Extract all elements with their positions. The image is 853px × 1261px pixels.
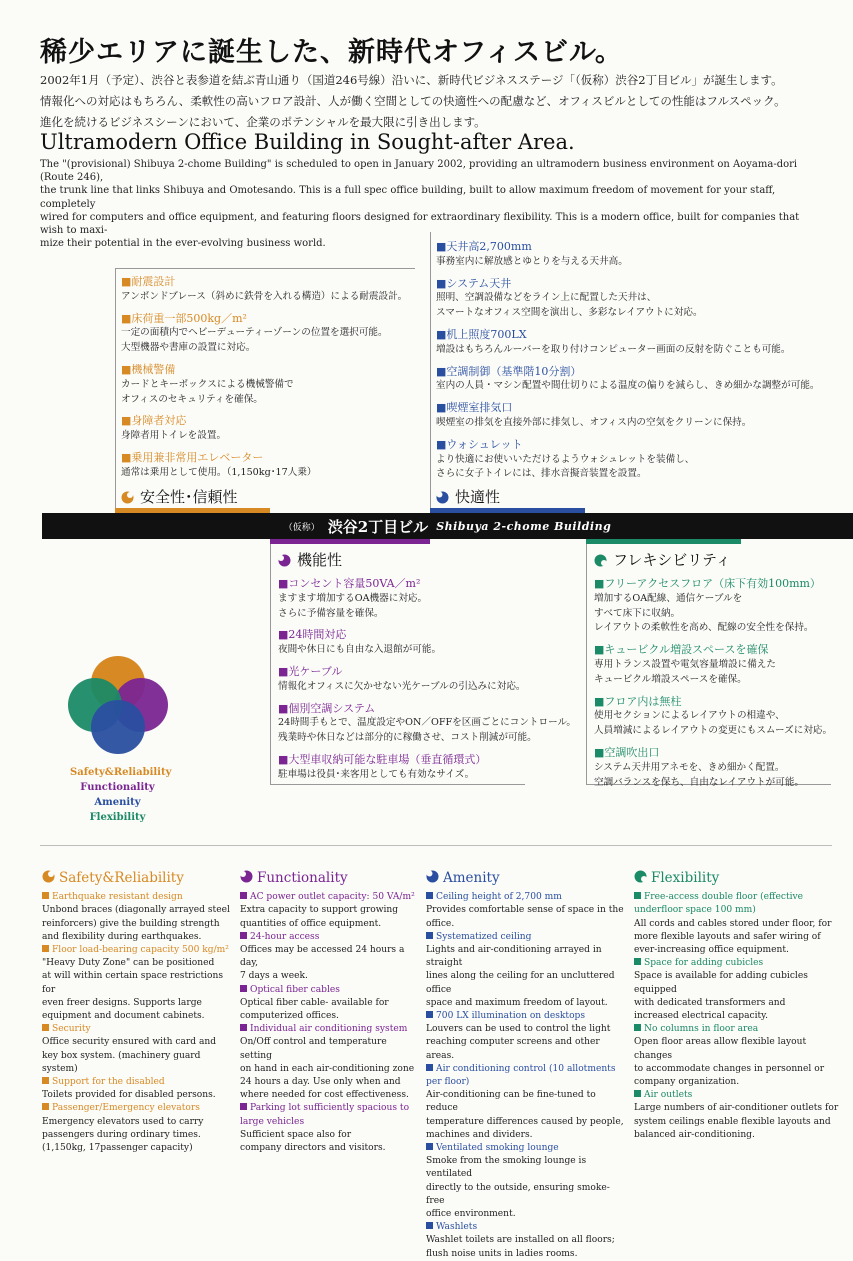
safety-icon [121, 490, 134, 503]
feature-item [121, 312, 421, 356]
feature-title [426, 1063, 626, 1089]
flex-bar [586, 539, 741, 544]
category-icon [240, 870, 253, 886]
feature-title [426, 1142, 626, 1155]
feature-description: キュービクル増設スペースを確保。 [594, 673, 747, 685]
band-name: 渋谷2丁目ビル [327, 517, 429, 536]
feature-title [634, 1023, 844, 1036]
headline-en: Ultramodern Office Building in Sought-after Area. [40, 130, 575, 154]
feature-description: 喫煙室の排気を直接外部に排気し、オフィス内の空気をクリーンに保持。 [436, 416, 752, 428]
intro-jp-line: 2002年1月（予定）、渋谷と表参道を結ぶ青山通り（国道246号線）沿いに、新時代ビジネスステージ「（仮称）渋谷2丁目ビル」が誕生します。 [40, 73, 783, 87]
feature-description: space and maximum freedom of layout. [426, 997, 608, 1008]
feature-description: reinforcers) give the building strength [42, 918, 220, 929]
flex-category [594, 549, 731, 570]
feature-description: key box system. (machinery guard system) [42, 1050, 201, 1074]
function-jp-block [278, 577, 578, 790]
feature-title [240, 984, 420, 997]
intro-en-line: the trunk line that links Shibuya and Omotesando. This is a full spec office building, built to allow maximum freedom of movement for your staff, completely [40, 185, 776, 210]
amenity-en-column [426, 870, 626, 1261]
feature-description: より快適にお使いいただけるようウォシュレットを装備し、 [436, 453, 695, 465]
feature-title-text: 700 LX illumination on desktops [436, 1011, 586, 1022]
bullet-square-icon [240, 985, 247, 992]
feature-title-text: Individual air conditioning system [250, 1024, 408, 1035]
feature-description: 24 hours a day. Use only when and [240, 1077, 401, 1088]
feature-item [594, 643, 849, 687]
feature-description: On/Off control and temperature setting [240, 1037, 387, 1061]
feature-description: オフィスのセキュリティを確保。 [121, 393, 263, 405]
feature-title [426, 891, 626, 904]
feature-title-text: Ceiling height of 2,700 mm [436, 892, 562, 903]
safety-jp-block [121, 275, 421, 488]
feature-description: at will within certain space restrictions for [42, 971, 224, 995]
flex-jp-block [594, 577, 849, 797]
feature-title [42, 891, 237, 904]
divider-line [430, 232, 431, 513]
feature-item [121, 414, 421, 444]
divider-line [270, 539, 271, 784]
feature-title: ■机上照度700LX [436, 327, 527, 341]
feature-description: quantities of office equipment. [240, 918, 382, 929]
column-heading-text: Flexibility [651, 869, 720, 886]
feature-title: ■システム天井 [436, 276, 512, 290]
feature-title [634, 1089, 844, 1102]
feature-title [240, 1102, 420, 1128]
feature-description: Extra capacity to support growing [240, 905, 399, 916]
feature-description: passengers during ordinary times. [42, 1129, 201, 1140]
feature-description: All cords and cables stored under floor, for [634, 918, 832, 929]
intro-en-line: mize their potential in the ever-evolving business world. [40, 238, 326, 250]
feature-description: 情報化オフィスに欠かせない光ケーブルの引込みに対応。 [278, 680, 526, 692]
feature-title-text: Air conditioning control (10 allotments per floor) [426, 1063, 616, 1088]
feature-description: lines along the ceiling for an uncluttered office [426, 971, 615, 995]
feature-description: ますます増加するOA機器に対応。 [278, 592, 428, 604]
feature-item [594, 746, 849, 790]
feature-description: temperature differences caused by people, [426, 1116, 624, 1127]
feature-item [594, 695, 849, 739]
section-divider [40, 845, 832, 846]
feature-description: on hand in each air-conditioning zone [240, 1063, 415, 1074]
feature-description: カードとキーボックスによる機械警備で [121, 378, 294, 390]
feature-title [426, 1221, 626, 1234]
feature-description: 増設はもちろんルーバーを取り付けコンピューター画面の反射を防ぐことも可能。 [436, 343, 791, 355]
feature-title: ■空調吹出口 [594, 745, 660, 759]
feature-description: company directors and visitors. [240, 1143, 386, 1154]
bullet-square-icon [42, 1024, 49, 1031]
feature-description: flush noise units in ladies rooms. [426, 1248, 578, 1259]
feature-description: 一定の面積内でヘビーデューティーゾーンの位置を選択可能。 [121, 327, 388, 339]
feature-description: 事務室内に解放感とゆとりを与える天井高。 [436, 255, 628, 267]
feature-description: Unbond braces (diagonally arrayed steel [42, 905, 230, 916]
feature-description: 専用トランス設置や電気容量増設に備えた [594, 658, 776, 670]
column-heading-text: Amenity [443, 869, 500, 886]
feature-description: Air-conditioning can be fine-tuned to reduce [426, 1090, 596, 1114]
feature-description: Optical fiber cable- available for [240, 997, 389, 1008]
feature-description: Sufficient space also for [240, 1129, 352, 1140]
headline-jp: 稀少エリアに誕生した、新時代オフィスビル。 [40, 37, 623, 68]
feature-title [240, 891, 420, 904]
feature-title [634, 891, 844, 917]
feature-description: 24時間手もとで、温度設定やON／OFFを区画ごとにコントロール。 [278, 717, 576, 729]
feature-title-text: AC power outlet capacity: 50 VA/m² [250, 892, 415, 903]
feature-description: equipment and document cabinets. [42, 1011, 205, 1022]
function-category [278, 549, 342, 570]
circle-amenity [91, 700, 145, 754]
feature-description: 7 days a week. [240, 971, 308, 982]
feature-title [426, 931, 626, 944]
intro-en-line: wired for computers and office equipment, and featuring floors designed for extraordinary flexibility. This is a modern office, built for companies that wish to maxi- [40, 211, 800, 237]
feature-description: レイアウトの柔軟性を高め、配線の安全性を保持。 [594, 622, 814, 634]
feature-description: 空調バランスを保ち、自由なレイアウトが可能。 [594, 776, 805, 788]
feature-description: Lights and air-conditioning arrayed in straight [426, 945, 602, 969]
category-icon [426, 870, 439, 886]
feature-title: ■大型車収納可能な駐車場（垂直循環式） [278, 752, 487, 766]
bullet-square-icon [426, 1011, 433, 1018]
feature-description: Large numbers of air-conditioner outlets for [634, 1103, 839, 1114]
feature-title [42, 1076, 237, 1089]
feature-item [278, 628, 578, 658]
category-icon [42, 870, 55, 886]
feature-item [436, 438, 846, 482]
divider-line [115, 268, 415, 269]
feature-description: even freer designs. Supports large [42, 997, 202, 1008]
building-name-band [42, 513, 853, 539]
feature-description: Office security ensured with card and [42, 1037, 217, 1048]
bullet-square-icon [634, 1024, 641, 1031]
feature-description: company organization. [634, 1077, 740, 1088]
feature-description: すべて床下に収納。 [594, 607, 681, 619]
feature-description: アンボンドブレース（斜めに鉄骨を入れる構造）による耐震設計。 [121, 290, 408, 302]
feature-description: balanced air-conditioning. [634, 1129, 755, 1140]
feature-description: reaching computer screens and other areas. [426, 1037, 600, 1061]
feature-title-text: Free-access double floor (effective underfloor space 100 mm) [634, 892, 804, 916]
feature-description: Emergency elevators used to carry [42, 1116, 204, 1127]
bullet-square-icon [634, 1090, 641, 1097]
feature-description: increased electrical capacity. [634, 1011, 768, 1022]
feature-title-text: Space for adding cubicles [644, 958, 764, 969]
bullet-square-icon [426, 1064, 433, 1071]
bullet-square-icon [42, 1077, 49, 1084]
feature-description: 身障者用トイレを設置。 [121, 430, 227, 442]
bullet-square-icon [426, 932, 433, 939]
feature-description: (1,150kg, 17passenger capacity) [42, 1143, 193, 1154]
column-heading [240, 870, 420, 886]
divider-line [586, 539, 587, 784]
column-heading [42, 870, 237, 886]
function-icon [278, 553, 291, 566]
feature-title [240, 931, 420, 944]
bullet-square-icon [426, 892, 433, 899]
amenity-category [436, 486, 500, 507]
feature-description: さらに予備容量を確保。 [278, 607, 384, 619]
feature-description: Toilets provided for disabled persons. [42, 1090, 216, 1101]
feature-title: ■喫煙室排気口 [436, 401, 513, 415]
bullet-square-icon [426, 1222, 433, 1229]
feature-title: ■天井高2,700mm [436, 240, 532, 253]
legend-safety: Safety&Reliability [70, 767, 172, 778]
function-en-column [240, 870, 420, 1155]
feature-description: 増加するOA配線、通信ケーブルを [594, 592, 743, 604]
flex-en-column [634, 870, 844, 1142]
feature-description: 大型機器や書庫の設置に対応。 [121, 342, 256, 354]
feature-title: ■フリーアクセスフロア（床下有効100mm） [594, 577, 821, 590]
amenity-heading: 快適性 [455, 488, 501, 506]
feature-item [436, 240, 846, 270]
feature-title [240, 1023, 420, 1036]
feature-description: 駐車場は役員･来客用としても有効なサイズ。 [278, 768, 475, 780]
feature-title [634, 957, 844, 970]
feature-description: 残業時や休日などは部分的に稼働させ、コスト削減が可能。 [278, 732, 537, 744]
flex-heading: フレキシビリティ [613, 551, 731, 569]
feature-item [121, 363, 421, 407]
category-icon [634, 870, 647, 886]
feature-item [436, 328, 846, 358]
feature-description: computerized offices. [240, 1011, 339, 1022]
flex-icon [594, 553, 607, 566]
feature-title-text: Support for the disabled [52, 1077, 165, 1088]
feature-title-text: Systematized ceiling [436, 931, 532, 942]
intro-jp-line: 情報化への対応はもちろん、柔軟性の高いフロア設計、人が働く空間としての快適性への配慮など、オフィスビルとしての性能はフルスペック。 [40, 94, 786, 108]
feature-description: 使用セクションによるレイアウトの相違や、 [594, 710, 785, 722]
feature-title-text: Optical fiber cables [250, 984, 340, 995]
feature-item [278, 702, 578, 746]
column-heading-text: Functionality [257, 869, 348, 886]
feature-item [278, 665, 578, 695]
bullet-square-icon [426, 1143, 433, 1150]
feature-item [278, 753, 578, 783]
intro-en-line: The "(provisional) Shibuya 2-chome Building" is scheduled to open in January 2002, providing an ultramodern business environment on Aoyama-dori (Route 246), [40, 159, 798, 184]
bullet-square-icon [42, 1103, 49, 1110]
feature-title: ■機械警備 [121, 362, 176, 376]
feature-title-text: Washlets [436, 1222, 478, 1233]
feature-title-text: Ventilated smoking lounge [436, 1143, 559, 1154]
safety-category [121, 486, 238, 507]
feature-description: directly to the outside, ensuring smoke-free [426, 1182, 610, 1206]
legend [70, 765, 172, 825]
feature-description: さらに女子トイレには、排水音擬音装置を設置。 [436, 468, 647, 480]
feature-item [436, 365, 846, 395]
amenity-jp-block [436, 240, 846, 489]
bullet-square-icon [240, 1024, 247, 1031]
band-prefix: （仮称） [283, 522, 320, 533]
feature-description: system ceilings enable flexible layouts and [634, 1116, 831, 1127]
feature-item [121, 451, 421, 481]
feature-item [594, 577, 849, 636]
feature-description: システム天井用アネモを、きめ細かく配置。 [594, 761, 785, 773]
feature-title: ■床荷重一部500kg／m² [121, 311, 247, 325]
four-circles-logo [66, 655, 170, 755]
feature-title-text: Earthquake resistant design [52, 892, 183, 903]
safety-en-column [42, 870, 237, 1155]
feature-description: where needed for cost effectiveness. [240, 1090, 409, 1101]
intro-jp [40, 70, 830, 133]
feature-description: ever-increasing office equipment. [634, 945, 789, 956]
feature-description: and flexibility during earthquakes. [42, 931, 202, 942]
legend-function: Functionality [80, 782, 155, 793]
feature-item [436, 277, 846, 321]
feature-description: Space is available for adding cubicles equipped [634, 971, 808, 995]
feature-title: ■乗用兼非常用エレベーター [121, 450, 264, 464]
bullet-square-icon [634, 892, 641, 899]
feature-description: Open floor areas allow flexible layout changes [634, 1037, 807, 1061]
feature-title: ■24時間対応 [278, 628, 347, 642]
feature-description: Washlet toilets are installed on all floors; [426, 1235, 615, 1246]
column-heading [634, 870, 844, 886]
divider-line [115, 268, 116, 513]
feature-title-text: No columns in floor area [644, 1024, 759, 1035]
feature-title-text: Security [52, 1024, 91, 1035]
intro-jp-line: 進化を続けるビジネスシーンにおいて、企業のポテンシャルを最大限に引き出します。 [40, 115, 486, 129]
feature-description: with dedicated transformers and [634, 997, 786, 1008]
bullet-square-icon [42, 945, 49, 952]
feature-title-text: Passenger/Emergency elevators [52, 1103, 200, 1114]
safety-heading: 安全性･信頼性 [140, 488, 238, 506]
column-heading [426, 870, 626, 886]
feature-title: ■ウォシュレット [436, 437, 523, 451]
feature-title: ■コンセント容量50VA／m² [278, 577, 421, 590]
bullet-square-icon [240, 1103, 247, 1110]
amenity-icon [436, 490, 449, 503]
feature-title: ■個別空調システム [278, 701, 376, 715]
feature-title [42, 1023, 237, 1036]
bullet-square-icon [240, 892, 247, 899]
feature-title-text: Air outlets [644, 1090, 693, 1101]
column-heading-text: Safety&Reliability [59, 869, 184, 886]
feature-description: Provides comfortable sense of space in the office. [426, 905, 624, 929]
feature-description: 人員増減によるレイアウトの変更にもスムーズに対応。 [594, 725, 833, 737]
feature-title: ■キュービクル増設スペースを確保 [594, 643, 769, 657]
feature-title-text: Floor load-bearing capacity 500 kg/m² [52, 945, 229, 956]
feature-description: office environment. [426, 1209, 516, 1220]
feature-description: Louvers can be used to control the light [426, 1024, 611, 1035]
bullet-square-icon [240, 932, 247, 939]
feature-description: 照明、空調設備などをライン上に配置した天井は、 [436, 292, 657, 304]
feature-description: 夜間や休日にも自由な入退館が可能。 [278, 644, 442, 656]
feature-description: Smoke from the smoking lounge is ventilated [426, 1156, 587, 1180]
feature-title: ■耐震設計 [121, 275, 176, 288]
feature-description: to accommodate changes in personnel or [634, 1063, 825, 1074]
feature-description: "Heavy Duty Zone" can be positioned [42, 958, 215, 969]
feature-title [426, 1010, 626, 1023]
feature-item [278, 577, 578, 621]
feature-description: 通常は乗用として使用。（1,150kg･17人乗） [121, 466, 317, 478]
bullet-square-icon [42, 892, 49, 899]
feature-item [121, 275, 421, 305]
feature-item [436, 401, 846, 431]
feature-title-text: 24-hour access [250, 931, 320, 942]
feature-description: 室内の人員・マシン配置や間仕切りによる温度の偏りを減らし、きめ細かな調整が可能。 [436, 380, 820, 392]
feature-description: more flexible layouts and safer wiring of [634, 931, 821, 942]
feature-title-text: Parking lot sufficiently spacious to large vehicles [240, 1103, 410, 1127]
feature-description: machines and dividers. [426, 1129, 533, 1140]
feature-description: スマートなオフィス空間を演出し、多彩なレイアウトに対応。 [436, 307, 703, 319]
feature-description: Offices may be accessed 24 hours a day, [240, 945, 405, 969]
legend-flex: Flexibility [89, 812, 146, 823]
feature-title: ■身障者対応 [121, 414, 187, 428]
function-bar [270, 539, 430, 544]
band-name-en: Shibuya 2-chome Building [436, 519, 612, 533]
legend-amenity: Amenity [94, 797, 141, 808]
feature-title: ■フロア内は無柱 [594, 694, 682, 708]
bullet-square-icon [634, 958, 641, 965]
feature-title: ■光ケーブル [278, 664, 343, 678]
feature-title: ■空調制御（基準階10分割） [436, 364, 582, 378]
function-heading: 機能性 [297, 551, 343, 569]
feature-title [42, 944, 237, 957]
feature-title [42, 1102, 237, 1115]
